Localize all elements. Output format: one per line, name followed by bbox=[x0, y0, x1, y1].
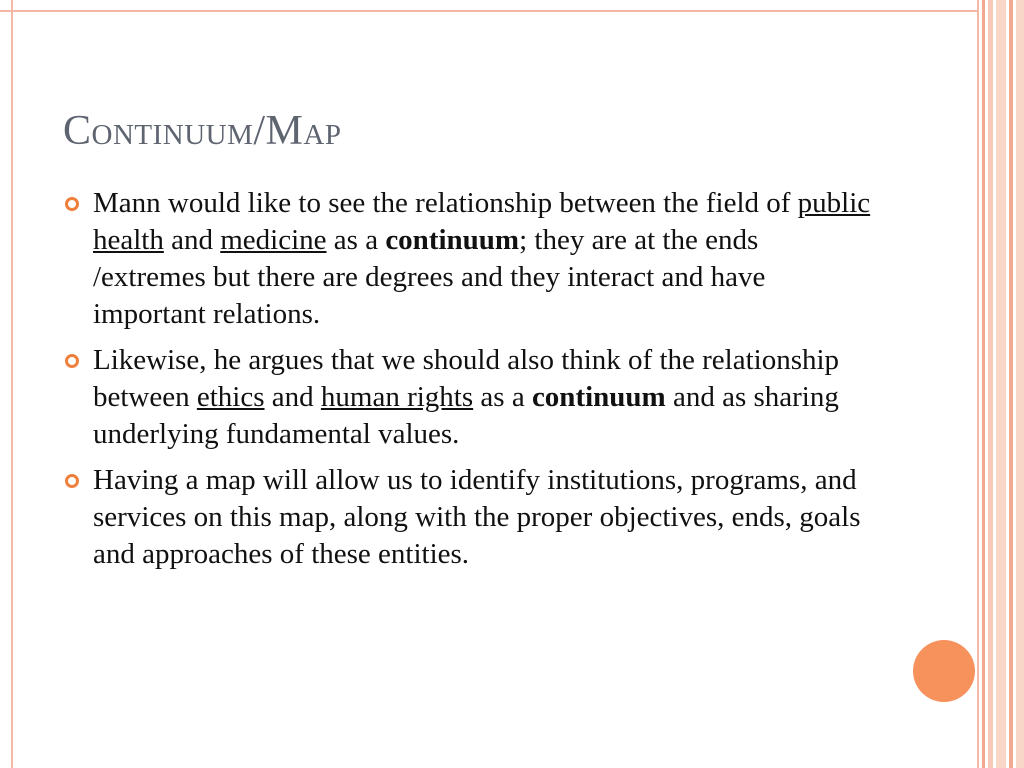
bullet-list bbox=[63, 185, 873, 582]
bullet-text: Having a map will allow us to identify institutions, programs, and services on this map, along with the proper objectives, ends, goals and approaches of these entities. bbox=[93, 464, 861, 570]
bullet-item bbox=[63, 185, 873, 333]
circle-bullet-icon bbox=[65, 474, 79, 488]
bullet-item bbox=[63, 462, 873, 573]
stripe bbox=[1016, 0, 1024, 768]
stripe bbox=[1009, 0, 1013, 768]
bullet-text: Likewise, he argues that we should also think of the relationship between bbox=[93, 344, 840, 413]
circle-bullet-icon bbox=[65, 354, 79, 368]
circle-bullet-icon bbox=[65, 197, 79, 211]
frame-right-line bbox=[977, 0, 979, 768]
decorative-stripes bbox=[980, 0, 1024, 768]
underlined-term: public health bbox=[93, 187, 871, 256]
bullet-text: as a bbox=[326, 224, 386, 256]
frame-left-line bbox=[11, 0, 13, 768]
bullet-text: and bbox=[264, 381, 321, 413]
underlined-term: ethics bbox=[196, 381, 265, 413]
bullet-text: Mann would like to see the relationship between the field of bbox=[93, 187, 798, 219]
stripe bbox=[982, 0, 985, 768]
frame-top-line bbox=[0, 10, 979, 12]
bold-term: continuum bbox=[531, 381, 666, 413]
bullet-text: as a bbox=[473, 381, 532, 413]
stripe bbox=[988, 0, 993, 768]
bullet-text: ; they are at the ends /extremes but there are degrees and they interact and have important relations. bbox=[93, 224, 766, 330]
bold-term: continuum bbox=[385, 224, 520, 256]
stripe bbox=[996, 0, 1006, 768]
bullet-item bbox=[63, 342, 873, 453]
decorative-circle bbox=[913, 640, 975, 702]
bullet-text: and as sharing underlying fundamental values. bbox=[93, 381, 839, 450]
underlined-term: medicine bbox=[220, 224, 327, 256]
slide-title: Continuum/Map bbox=[63, 108, 342, 154]
bullet-text: and bbox=[163, 224, 221, 256]
underlined-term: human rights bbox=[320, 381, 474, 413]
